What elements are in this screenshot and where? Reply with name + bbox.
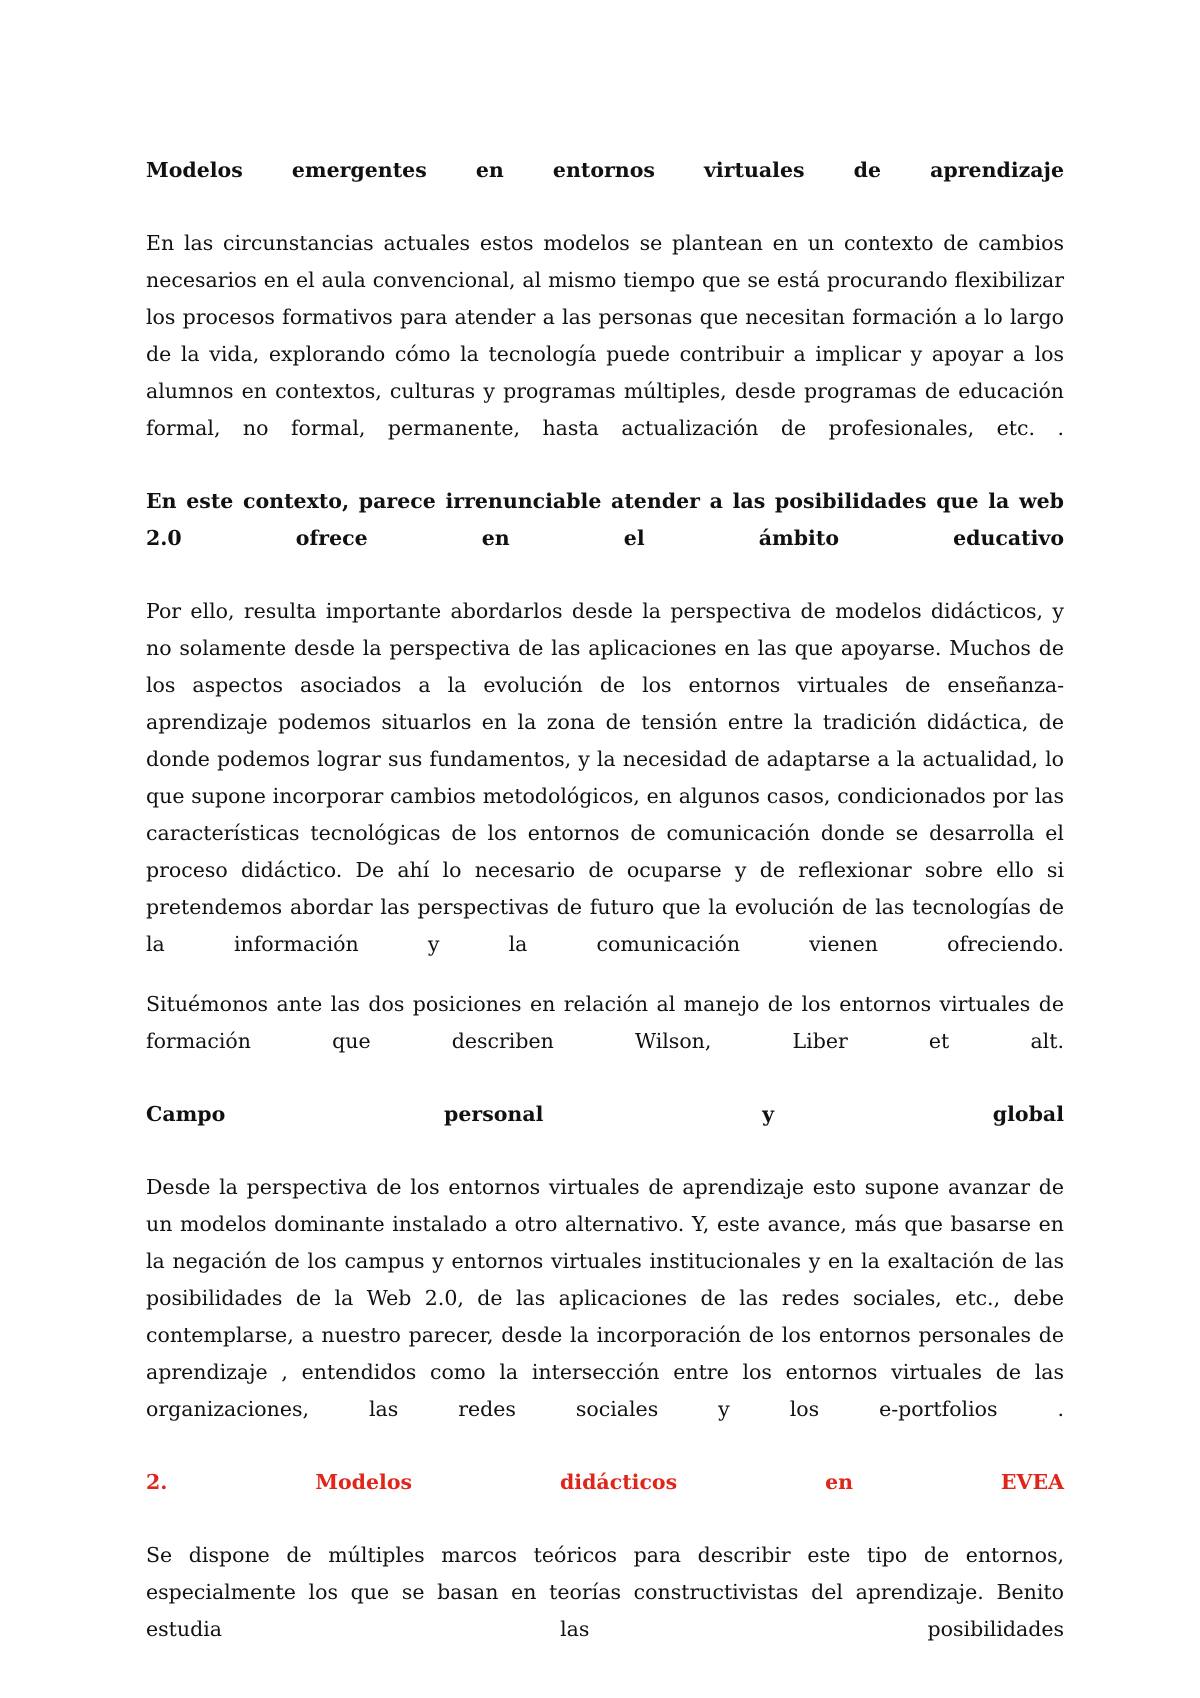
- chapter-heading: 2. Modelos didácticos en EVEA: [146, 1470, 1064, 1494]
- paragraph: Desde la perspectiva de los entornos virtuales de aprendizaje esto supone avanzar de un modelos dominante instalado a otro alternativo. Y, este avance, más que basarse en la negación de los campus y entornos virtuales institucionales y en la exaltación de las posibilidades de la Web 2.0, de las aplicaciones de las redes sociales, etc., debe contemplarse, a nuestro parecer, desde la incorporación de los entornos personales de aprendizaje , entendidos como la intersección entre los entornos virtuales de las organizaciones, las redes sociales y los e-portfolios .: [146, 1175, 1064, 1421]
- section-heading: Modelos emergentes en entornos virtuales de aprendizaje: [146, 158, 1064, 182]
- section-heading: En este contexto, parece irrenunciable atender a las posibilidades que la web 2.0 ofrece en el ámbito educativo: [146, 489, 1064, 550]
- paragraph: En las circunstancias actuales estos modelos se plantean en un contexto de cambios necesarios en el aula convencional, al mismo tiempo que se está procurando flexibilizar los procesos formativos para atender a las personas que necesitan formación a lo largo de la vida, explorando cómo la tecnología puede contribuir a implicar y apoyar a los alumnos en contextos, culturas y programas múltiples, desde programas de educación formal, no formal, permanente, hasta actualización de profesionales, etc. .: [146, 231, 1064, 440]
- paragraph: Situémonos ante las dos posiciones en relación al manejo de los entornos virtuales de formación que describen Wilson, Liber et alt.: [146, 992, 1064, 1053]
- paragraph: Se dispone de múltiples marcos teóricos para describir este tipo de entornos, especialmente los que se basan en teorías constructivistas del aprendizaje. Benito estudia las posibilidades: [146, 1543, 1064, 1641]
- section-heading: Campo personal y global: [146, 1102, 1064, 1126]
- document-page: [146, 152, 1064, 1684]
- paragraph: Por ello, resulta importante abordarlos desde la perspectiva de modelos didácticos, y no solamente desde la perspectiva de las aplicaciones en las que apoyarse. Muchos de los aspectos asociados a la evolución de los entornos virtuales de enseñanza-aprendizaje podemos situarlos en la zona de tensión entre la tradición didáctica, de donde podemos lograr sus fundamentos, y la necesidad de adaptarse a la actualidad, lo que supone incorporar cambios metodológicos, en algunos casos, condicionados por las características tecnológicas de los entornos de comunicación donde se desarrolla el proceso didáctico. De ahí lo necesario de ocuparse y de reflexionar sobre ello si pretendemos abordar las perspectivas de futuro que la evolución de las tecnologías de la información y la comunicación vienen ofreciendo.: [146, 599, 1064, 956]
